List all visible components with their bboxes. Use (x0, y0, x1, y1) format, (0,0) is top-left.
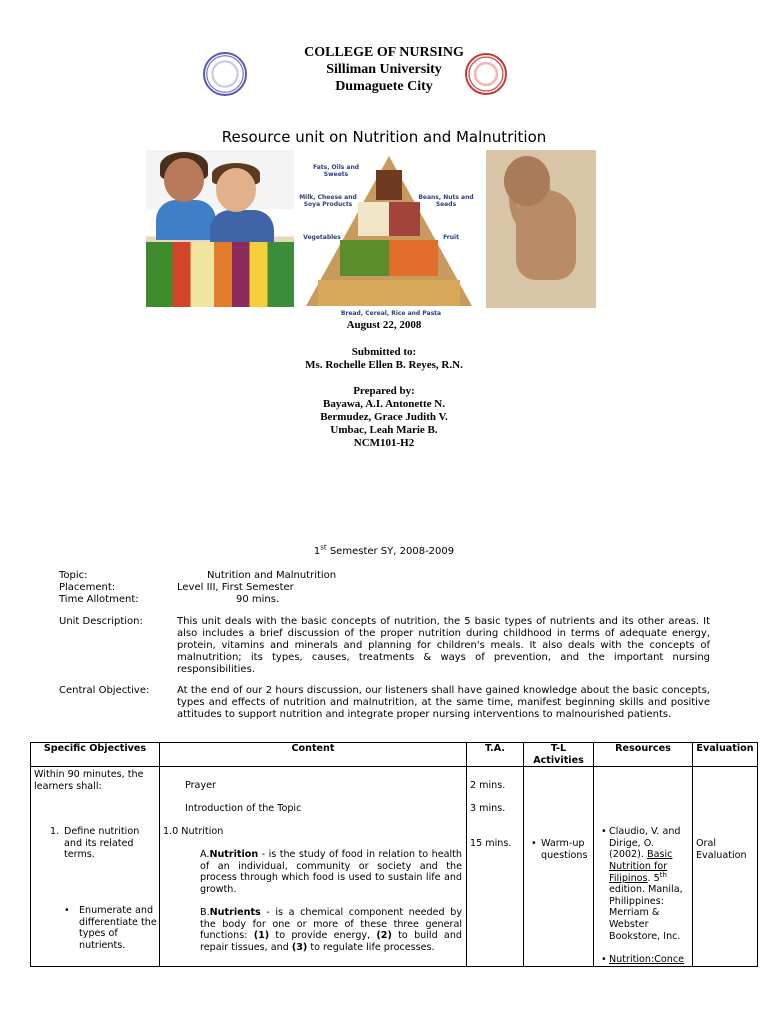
pyramid-label-fruit: Fruit (443, 234, 459, 241)
author-2: Bermudez, Grace Judith V. (320, 411, 448, 423)
food-pyramid-image (296, 150, 482, 320)
pyramid-label-bread: Bread, Cereal, Rice and Pasta (340, 310, 442, 317)
resource-claudio: Claudio, V. and Dirige, O. (2002). Basic Nutrition for Filipinos. 5th edition. Manila, Philippines: Merriam & Webster Bookstore, Inc. (609, 826, 683, 942)
semester-line: 1st Semester SY, 2008-2009 (313, 543, 455, 557)
resource-bullet-icon: • (601, 826, 607, 838)
activity-bullet-icon: • (531, 838, 537, 850)
resource-nutrition-concepts-link[interactable]: Nutrition:Conce (609, 954, 685, 966)
content-nutrition-definition: A.Nutrition - is the study of food in relation to health of an individual, community or society and the process through which food is used to sustain life and growth. (200, 849, 462, 895)
unit-description-text: This unit deals with the basic concepts of nutrition, the 5 basic types of nutrients and its other areas. It also includes a brief discussion of the proper nutrition during childhood in terms of adequate energy, protein, vitamins and minerals and planning for children's meals. It also deals with the concepts of malnutrition; its types, causes, treatments & ways of prevention, and the important nursing responsibilities. (177, 616, 710, 675)
content-cell (160, 767, 467, 967)
time-allotment-label: Time Allotment: (59, 594, 139, 605)
content-nutrients-definition: B.Nutrients - is a chemical component needed by the body for one or more of these three general functions: (1) to provide energy, (2) to build and repair tissues, and (3) to regulate life processes. (200, 907, 462, 953)
pyramid-label-milk: Milk, Cheese and Soya Products (299, 194, 357, 208)
content-section-title: 1.0 Nutrition (163, 826, 224, 838)
evaluation-cell (693, 767, 758, 967)
ta-prayer: 2 mins. (470, 780, 506, 792)
unit-description-label: Unit Description: (59, 616, 143, 627)
resource-bullet-icon-2: • (601, 954, 607, 966)
college-name: COLLEGE OF NURSING (304, 45, 464, 60)
activity-warm-up: Warm-up questions (541, 838, 588, 861)
author-1: Bayawa, A.I. Antonette N. (323, 398, 445, 410)
pyramid-label-fats: Fats, Oils and Sweets (312, 164, 360, 178)
objectives-intro: Within 90 minutes, the learners shall: (34, 769, 144, 792)
city-name: Dumaguete City (335, 79, 433, 94)
ta-cell (467, 767, 524, 967)
pyramid-label-beans: Beans, Nuts and Seeds (418, 194, 474, 208)
submitted-to-block (0, 346, 768, 372)
topic-value: Nutrition and Malnutrition (207, 570, 337, 581)
content-introduction: Introduction of the Topic (185, 803, 302, 815)
objective-1-text: Define nutrition and its related terms. (64, 826, 140, 861)
header-content: Content (160, 743, 467, 767)
placement-label: Placement: (59, 582, 116, 593)
activities-cell (524, 767, 594, 967)
objectives-table (30, 742, 758, 967)
table-row (31, 767, 758, 967)
document-date: August 22, 2008 (346, 319, 422, 331)
header-tl-activities: T-L Activities (524, 743, 594, 767)
content-prayer: Prayer (185, 780, 216, 792)
malnourished-child-photo (486, 150, 596, 308)
time-allotment-value: 90 mins. (236, 594, 280, 605)
objective-1-number: 1. (50, 826, 60, 838)
document-title: Resource unit on Nutrition and Malnutrition (221, 128, 547, 146)
objective-bullet-text: Enumerate and differentiate the types of nutrients. (79, 905, 157, 951)
prepared-by-label: Prepared by: (353, 385, 415, 397)
objectives-cell (31, 767, 160, 967)
section-code: NCM101-H2 (353, 437, 415, 449)
central-objective-text: At the end of our 2 hours discussion, our listeners shall have gained knowledge about the basic concepts, types and effects of nutrition and malnutrition, at the same time, manifest beginning skills and positive attitudes to support nutrition and integrate proper nursing interventions to malnourished patients. (177, 685, 710, 720)
header-evaluation: Evaluation (693, 743, 758, 767)
letterhead (0, 44, 768, 95)
author-3: Umbac, Leah Marie B. (330, 424, 438, 436)
prepared-by-block (0, 385, 768, 450)
resources-cell (594, 767, 693, 967)
evaluation-oral: Oral Evaluation (696, 838, 747, 861)
submitted-to-label: Submitted to: (351, 346, 417, 358)
header-ta: T.A. (467, 743, 524, 767)
ta-introduction: 3 mins. (470, 803, 506, 815)
header-specific-objectives: Specific Objectives (31, 743, 160, 767)
submitted-to-name: Ms. Rochelle Ellen B. Reyes, R.N. (305, 359, 463, 371)
pyramid-label-vegetables: Vegetables (303, 234, 341, 241)
placement-value: Level III, First Semester (177, 582, 294, 593)
topic-label: Topic: (59, 570, 88, 581)
table-header-row (31, 743, 758, 767)
university-name: Silliman University (326, 62, 442, 77)
objective-bullet-icon: • (64, 905, 70, 917)
central-objective-label: Central Objective: (59, 685, 150, 696)
ta-nutrition: 15 mins. (470, 838, 512, 850)
children-with-vegetables-photo (146, 150, 294, 307)
header-resources: Resources (594, 743, 693, 767)
